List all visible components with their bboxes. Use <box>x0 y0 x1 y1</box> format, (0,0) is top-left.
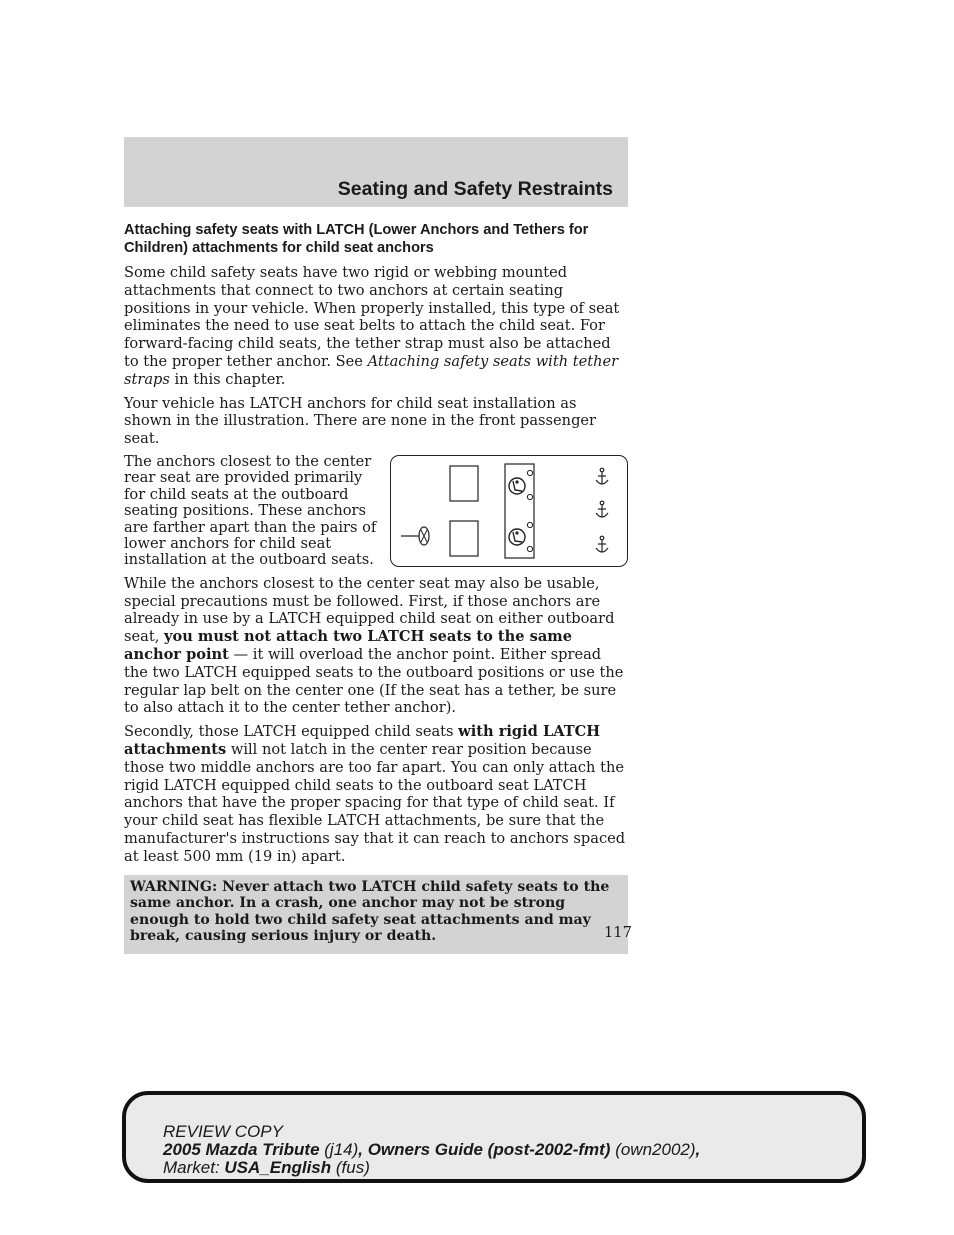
cross-reference: Attaching safety seats with tether straps <box>124 352 619 388</box>
paragraph-anchor-location: Your vehicle has LATCH anchors for child seat installation as shown in the illustration. There are none in the front passenger seat. <box>124 394 597 448</box>
steering-wheel-icon <box>401 527 429 545</box>
anchor-icon <box>596 468 608 484</box>
text-run: will not latch in the center rear position because those two middle anchors are too far apart. You can only attach the rigid LATCH equipped child seats to the outboard seat LATCH anchors that have the proper spacing for that type of child seat. If your child seat has flexible LATCH attachments, be sure that the manufacturer's instructions say that it can reach to anchors spaced at least 500 mm (19 in) apart. <box>124 740 626 865</box>
text-run: Secondly, those LATCH equipped child seats <box>124 723 459 741</box>
front-seat-right <box>450 466 478 501</box>
child-seat-icon <box>509 478 525 494</box>
warning-box: WARNING: Never attach two LATCH child safety seats to the same anchor. In a crash, one anchor may not be strong enough to hold two child safety seat attachments and may break, causing serious injury or death. <box>124 875 628 954</box>
front-seat-left <box>450 521 478 556</box>
lower-anchor-point <box>527 470 532 475</box>
footer-market-line <box>163 1159 700 1177</box>
vehicle-seating-diagram <box>391 456 627 566</box>
lower-anchor-point <box>527 522 532 527</box>
model-name: 2005 Mazda Tribute <box>163 1140 320 1159</box>
paragraph-rigid-latch <box>124 723 628 865</box>
latch-anchor-illustration <box>390 455 628 567</box>
section-title: Seating and Safety Restraints <box>337 178 613 200</box>
paragraph-latch-intro <box>124 264 628 389</box>
guide-name: , Owners Guide (post-2002-fmt) <box>358 1140 611 1159</box>
footer-text <box>163 1123 700 1177</box>
page-number: 117 <box>604 924 632 941</box>
review-copy-footer <box>122 1091 866 1183</box>
model-code: (j14) <box>319 1140 359 1159</box>
text-run: While the anchors closest to the center seat may also be usable, special precautions must be followed. First, if those anchors are already in use by a LATCH equipped child seat on either outboard seat, <box>124 574 615 646</box>
emphasis-text: you must not attach two LATCH seats to the same anchor point <box>124 628 573 663</box>
text-run: Some child safety seats have two rigid or webbing mounted attachments that connect to two anchors at certain seating positions in your vehicle. When properly installed, this type of seat eliminates the need to use seat belts to attach the child seat. For forward-facing child seats, the tether strap must also be attached to the proper tether anchor. See <box>124 264 620 370</box>
illustration-wrap-block <box>124 454 628 717</box>
text-run: — it will overload the anchor point. Either spread the two LATCH equipped seats to the outboard positions or use the regular lap belt on the center one (If the seat has a tether, be sure to also attach it to the center tether anchor). <box>124 646 624 717</box>
section-heading: Attaching safety seats with LATCH (Lower Anchors and Tethers for Children) attachments for child seat anchors <box>124 222 589 256</box>
market-code: (fus) <box>331 1158 370 1177</box>
guide-code: (own2002) <box>610 1140 696 1159</box>
paragraph-center-precautions <box>124 575 628 717</box>
separator: , <box>695 1140 701 1159</box>
lower-anchor-point <box>527 494 532 499</box>
lower-anchor-point <box>527 546 532 551</box>
market-name: USA_English <box>224 1158 332 1177</box>
market-label: Market: <box>163 1158 225 1177</box>
paragraph-center-anchors: The anchors closest to the center rear seat are provided primarily for child seats at the outboard seating positions. These anchors are farther apart than the pairs of lower anchors for child seat installation at the outboard seats. <box>124 452 377 569</box>
section-header-band <box>124 137 628 207</box>
child-seat-icon <box>509 529 525 545</box>
anchor-icon <box>596 501 608 517</box>
footer-guide-line <box>163 1141 700 1159</box>
text-run: in this chapter. <box>169 370 286 388</box>
anchor-icon <box>596 536 608 552</box>
review-copy-label: REVIEW COPY <box>163 1122 283 1141</box>
emphasis-text: with rigid LATCH attachments <box>124 723 601 758</box>
page-content <box>124 221 628 954</box>
